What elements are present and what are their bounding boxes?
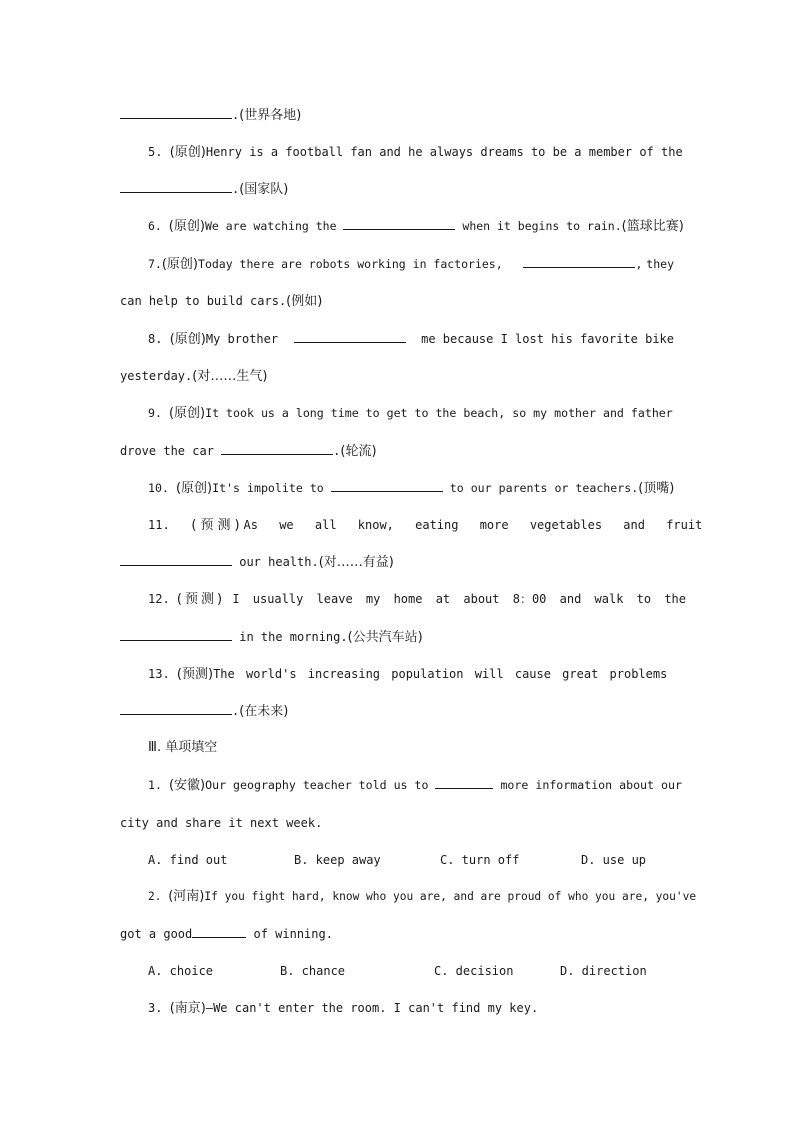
option-b[interactable]: B. keep away	[294, 853, 381, 867]
question-13-line-2: .(在未来)	[120, 701, 674, 721]
question-5-line-2: .(国家队)	[120, 179, 674, 199]
answer-blank[interactable]	[343, 216, 455, 230]
question-11-line-2: our health.(对……有益)	[120, 552, 674, 572]
mc-question-2-line-1: 2. (河南)If you fight hard, know who you are, and are proud of who you are, you've	[148, 889, 697, 904]
answer-blank[interactable]	[120, 105, 232, 119]
mc-question-2-line-2: got a good of winning.	[120, 924, 674, 944]
option-d[interactable]: D. use up	[581, 853, 647, 867]
answer-blank[interactable]	[120, 627, 232, 641]
answer-blank[interactable]	[294, 329, 406, 343]
mc-2-options	[148, 961, 678, 981]
section-heading: Ⅲ. 单项填空	[148, 740, 218, 755]
answer-blank[interactable]	[523, 254, 635, 268]
question-6: 6. (原创)We are watching the when it begins to rain.(篮球比赛)	[148, 216, 674, 236]
mc-question-1-line-1: 1. (安徽)Our geography teacher told us to more information about our	[148, 775, 674, 795]
hint: (世界各地)	[239, 108, 302, 123]
hint: (对……有益)	[318, 555, 394, 570]
question-4-continuation: .(世界各地)	[120, 105, 674, 125]
answer-blank[interactable]	[435, 775, 493, 789]
question-13-line-1: 13. (预测)The world's increasing population will cause great problems	[148, 667, 668, 682]
question-12-line-2: in the morning.(公共汽车站)	[120, 627, 674, 647]
answer-blank[interactable]	[221, 441, 333, 455]
hint: (国家队)	[239, 182, 289, 197]
mc-1-options	[148, 850, 678, 870]
question-10: 10. (原创)It's impolite to to our parents or teachers.(顶嘴)	[148, 478, 674, 498]
answer-blank[interactable]	[120, 179, 232, 193]
option-c[interactable]: C. turn off	[440, 853, 520, 867]
question-8-line-2: yesterday.(对……生气)	[120, 369, 268, 384]
question-8-line-1: 8. (原创)My brother me because I lost his favorite bike	[148, 329, 674, 349]
hint: (对……生气)	[192, 369, 268, 384]
option-c[interactable]: C. decision	[434, 964, 514, 978]
question-9-line-1: 9. (原创)It took us a long time to get to the beach, so my mother and father	[148, 406, 673, 421]
hint: (例如)	[286, 294, 323, 309]
question-7-line-2: can help to build cars.(例如)	[120, 294, 323, 309]
question-9-line-2: drove the car .(轮流)	[120, 441, 674, 461]
question-11-line-1: 11. (预测)As we all know, eating more vegetables and fruit	[148, 518, 703, 533]
question-7-line-1: 7.(原创)Today there are robots working in factories, , they	[148, 254, 674, 274]
answer-blank[interactable]	[331, 478, 443, 492]
answer-blank[interactable]	[120, 701, 232, 715]
question-12-line-1: 12. (预测) I usually leave my home at about 8：00 and walk to the	[148, 592, 686, 607]
hint: (在未来)	[239, 704, 289, 719]
option-d[interactable]: D. direction	[560, 964, 647, 978]
hint: (篮球比赛)	[621, 219, 684, 234]
mc-question-3: 3. (南京)—We can't enter the room. I can't find my key.	[148, 1001, 539, 1016]
hint: (顶嘴)	[638, 481, 675, 496]
question-5-line-1: 5. (原创)Henry is a football fan and he always dreams to be a member of the	[148, 145, 683, 160]
answer-blank[interactable]	[120, 552, 232, 566]
hint: (公共汽车站)	[347, 630, 423, 645]
hint: (轮流)	[340, 444, 377, 459]
option-a[interactable]: A. find out	[148, 853, 228, 867]
answer-blank[interactable]	[192, 924, 246, 938]
option-b[interactable]: B. chance	[280, 964, 346, 978]
mc-question-1-line-2: city and share it next week.	[120, 816, 323, 830]
option-a[interactable]: A. choice	[148, 964, 214, 978]
